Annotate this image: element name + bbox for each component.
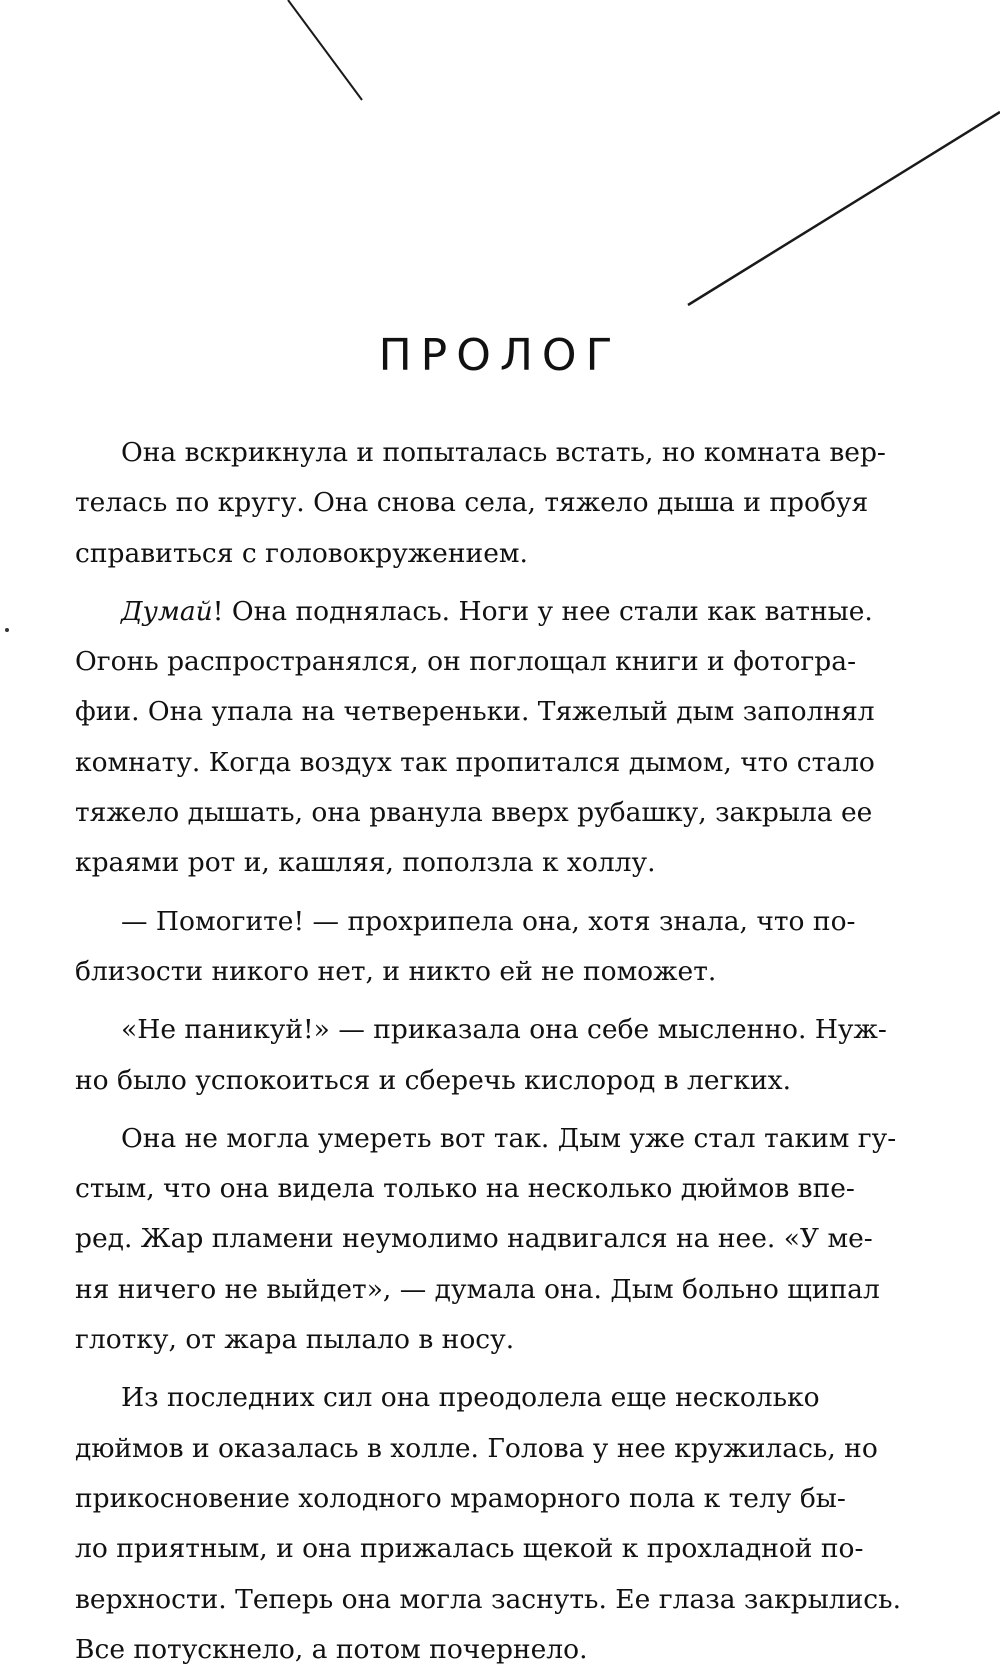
text-line: «Не паникуй!» — приказала она себе мысленно. Нуж-: [121, 1014, 887, 1046]
paragraph-1: [75, 428, 886, 579]
paragraph-2: [75, 587, 875, 889]
text-line: справиться с головокружением.: [75, 537, 528, 569]
text-line: Все потускнело, а потом почернело.: [75, 1633, 588, 1665]
paragraph-4: [75, 1005, 887, 1106]
text-line: глотку, от жара пылало в носу.: [75, 1324, 515, 1356]
text-line: близости никого нет, и никто ей не поможет.: [75, 955, 717, 987]
text-line: Из последних сил она преодолела еще несколько: [121, 1382, 820, 1414]
chapter-body: [75, 428, 901, 1675]
decorative-line-right: [688, 112, 1000, 305]
text-line: — Помогите! — прохрипела она, хотя знала, что по-: [121, 905, 856, 937]
text-line: верхности. Теперь она могла заснуть. Ее глаза закрылись.: [75, 1583, 901, 1615]
paragraph-6: [75, 1373, 901, 1675]
text-line: ня ничего не выйдет», — думала она. Дым больно щипал: [75, 1273, 880, 1305]
paragraph-5: [75, 1114, 897, 1365]
paragraph-3: [75, 897, 875, 998]
emphasis-word: Думай: [121, 595, 213, 627]
text-line: ло приятным, и она прижалась щекой к прохладной по-: [75, 1533, 864, 1565]
text-line-with-emphasis: [75, 587, 875, 637]
speck-mark: [5, 628, 9, 632]
text-line: но было успокоиться и сберечь кислород в легких.: [75, 1064, 792, 1096]
text-line: ред. Жар пламени неумолимо надвигался на нее. «У ме-: [75, 1223, 873, 1255]
text-line: Огонь распространялся, он поглощал книги и фотогра-: [75, 646, 857, 678]
text-line: Она не могла умереть вот так. Дым уже стал таким гу-: [121, 1122, 897, 1154]
text-line: дюймов и оказалась в холле. Голова у нее кружилась, но: [75, 1432, 878, 1464]
text-fragment: ! Она поднялась. Ноги у нее стали как ватные.: [212, 595, 873, 627]
text-line: фии. Она упала на четвереньки. Тяжелый дым заполнял: [75, 696, 875, 728]
decorative-line-top: [288, 0, 362, 100]
text-line: краями рот и, кашляя, поползла к холлу.: [75, 847, 656, 879]
chapter-title: ПРОЛОГ: [378, 330, 622, 381]
text-line: телась по кругу. Она снова села, тяжело дыша и пробуя: [75, 487, 869, 519]
text-line: прикосновение холодного мраморного пола к телу бы-: [75, 1482, 846, 1514]
text-line: стым, что она видела только на несколько дюймов впе-: [75, 1173, 855, 1205]
text-line: тяжело дышать, она рванула вверх рубашку, закрыла ее: [75, 797, 873, 829]
text-line: Она вскрикнула и попыталась встать, но комната вер-: [121, 437, 886, 468]
text-line: комнату. Когда воздух так пропитался дымом, что стало: [75, 746, 875, 778]
